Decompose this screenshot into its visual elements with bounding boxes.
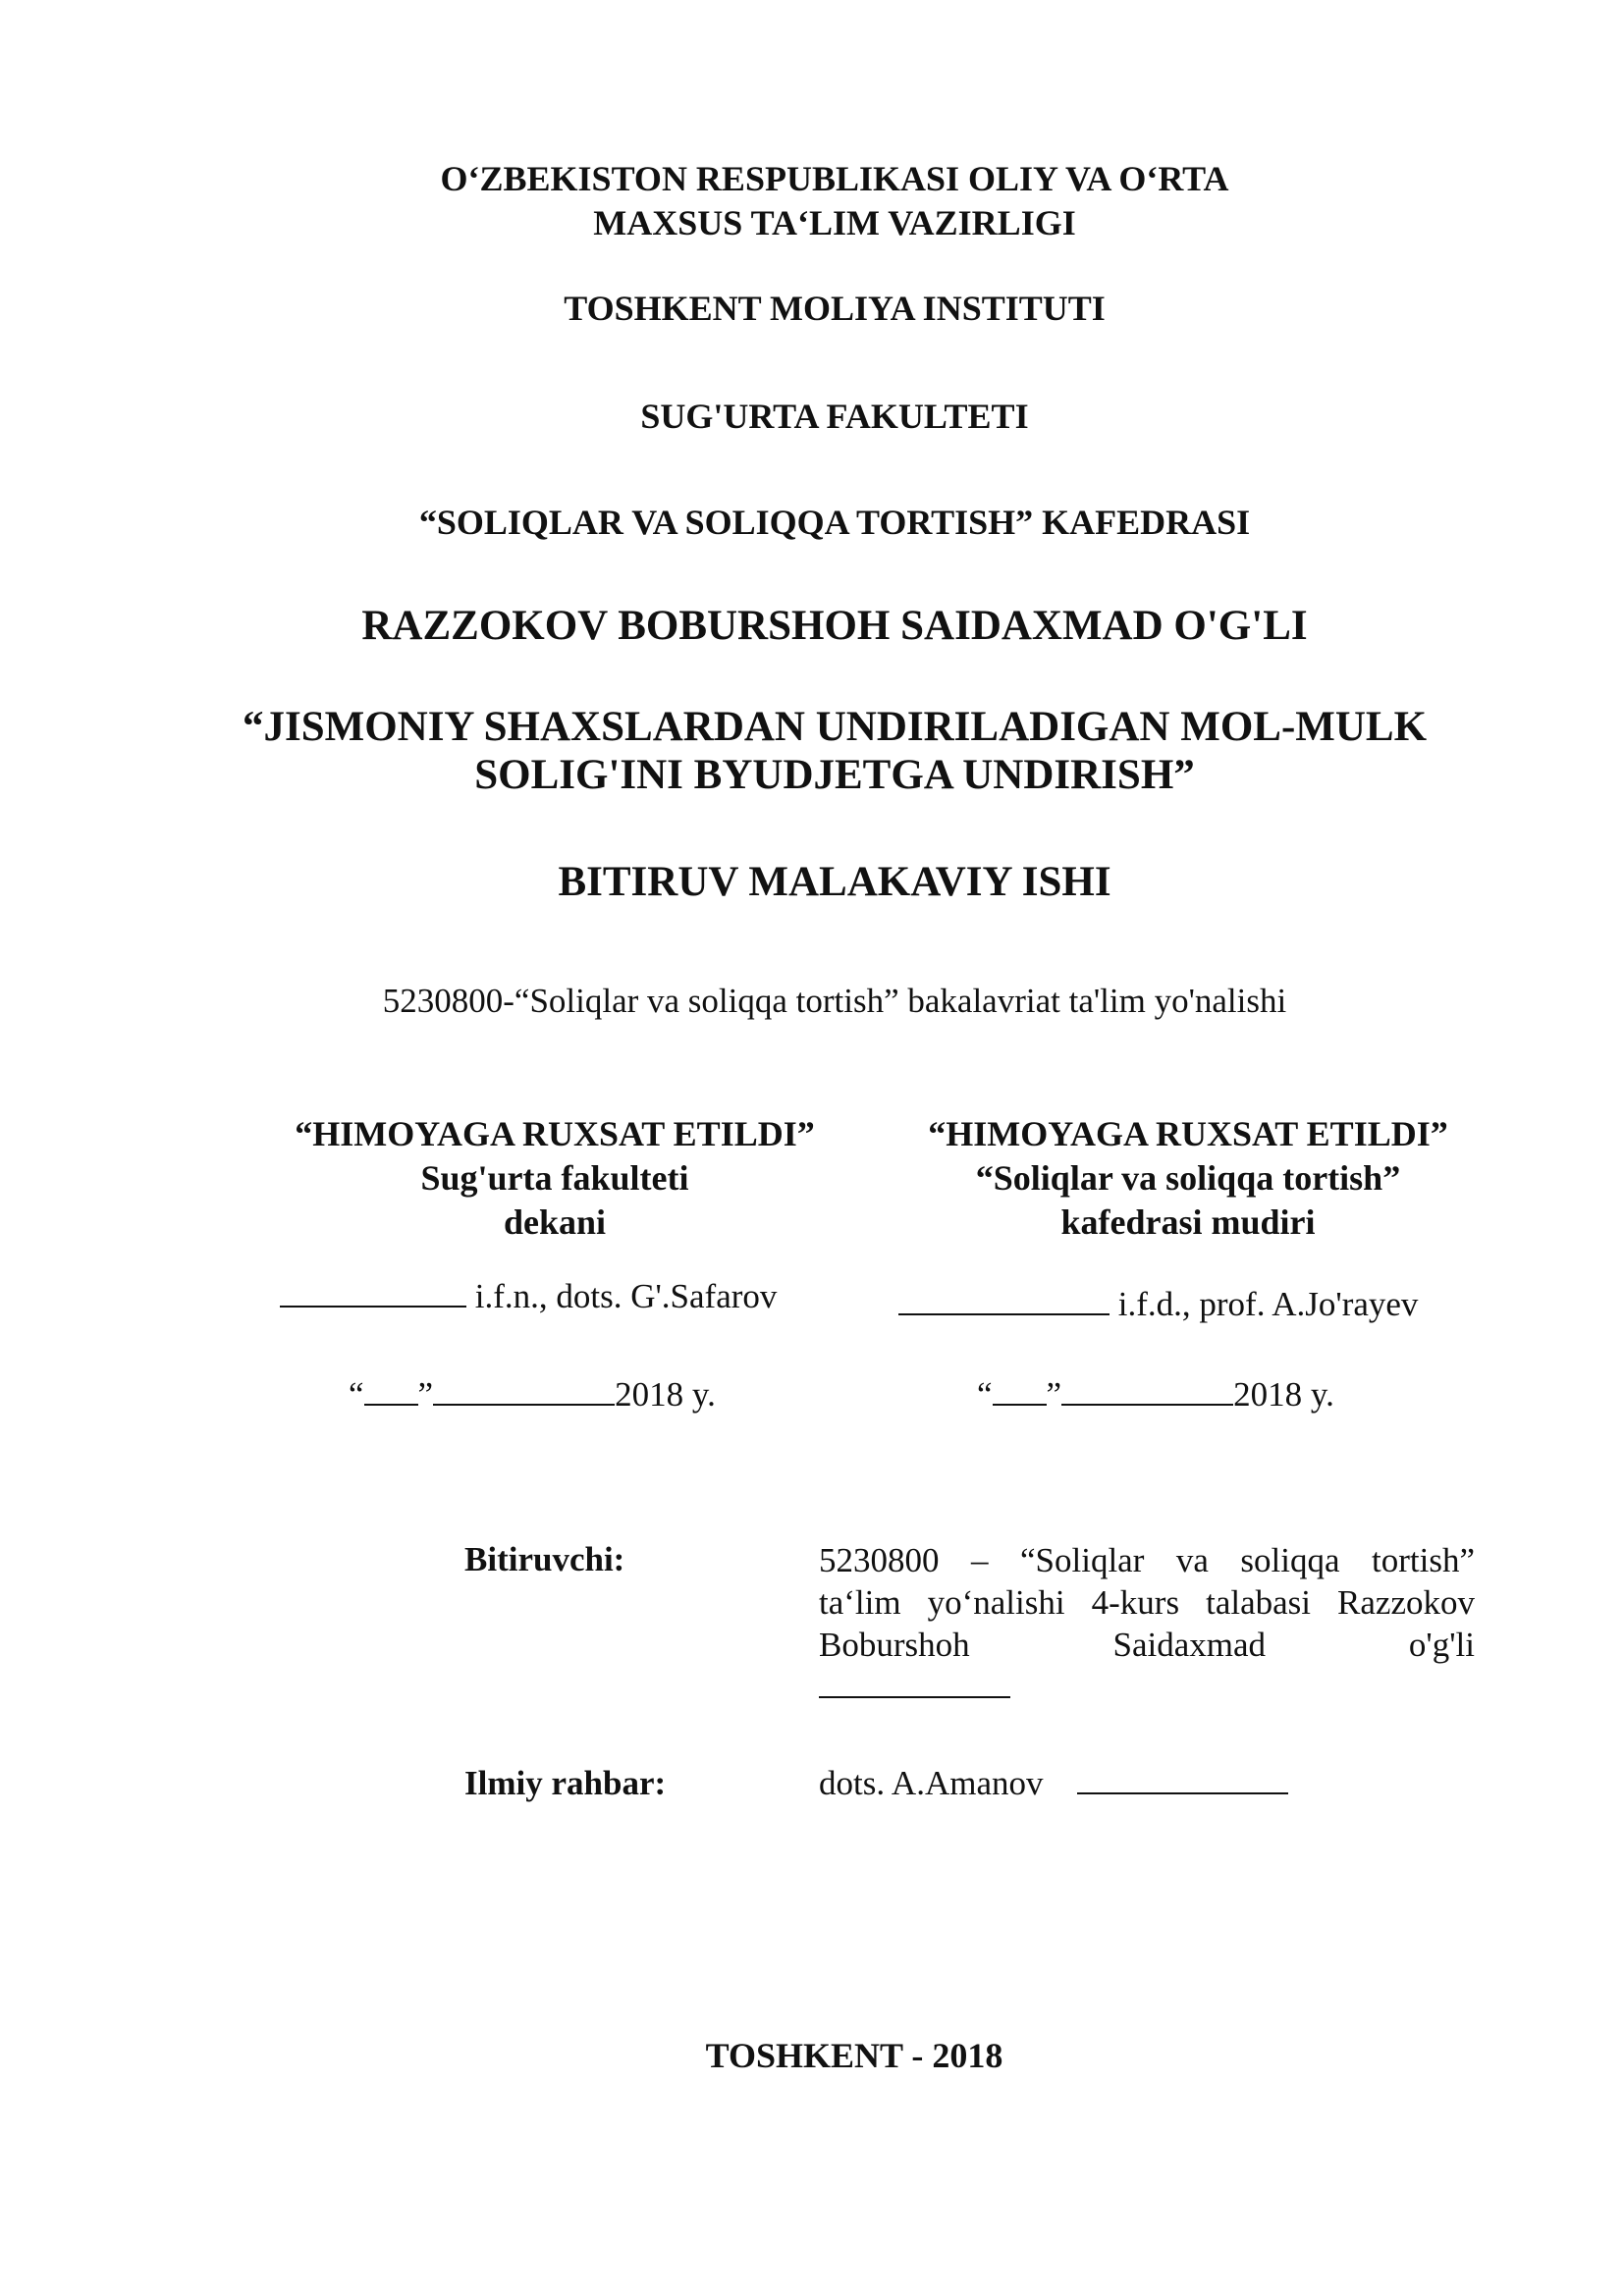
- month-blank: [433, 1374, 615, 1406]
- dean-date-year: 2018 y.: [615, 1375, 716, 1414]
- faculty-name: SUG'URTA FAKULTETI: [640, 397, 1029, 436]
- approval-heading: “HIMOYAGA RUXSAT ETILDI”: [928, 1114, 1448, 1153]
- dean-signatory: i.f.n., dots. G'.Safarov: [474, 1277, 778, 1315]
- approval-dean-block: [226, 1112, 884, 1245]
- quote-open: “: [349, 1375, 364, 1414]
- head-signatory: i.f.d., prof. A.Jo'rayev: [1117, 1285, 1419, 1323]
- advisor-name: dots. A.Amanov: [819, 1764, 1044, 1802]
- head-signature-line: [898, 1284, 1418, 1325]
- city-year: TOSHKENT - 2018: [705, 2036, 1003, 2075]
- thesis-title: [196, 703, 1473, 799]
- quote-open: “: [977, 1375, 993, 1414]
- signature-blank: [819, 1667, 1010, 1698]
- institute-name: TOSHKENT MOLIYA INSTITUTI: [564, 289, 1106, 328]
- day-blank: [364, 1374, 418, 1406]
- signature-blank: [1077, 1763, 1288, 1794]
- day-blank: [993, 1374, 1047, 1406]
- head-date-year: 2018 y.: [1233, 1375, 1334, 1414]
- graduate-line-2: ta‘lim yo‘nalishi 4-kurs talabasi Razzokov: [819, 1583, 1475, 1622]
- approval-head-department: “Soliqlar va soliqqa tortish”: [975, 1158, 1401, 1198]
- dean-signature-line: [280, 1276, 777, 1317]
- month-blank: [1061, 1374, 1233, 1406]
- graduate-label: Bitiruvchi:: [464, 1540, 625, 1578]
- ministry-line-2: MAXSUS TA‘LIM VAZIRLIGI: [593, 203, 1076, 242]
- work-type: BITIRUV MALAKAVIY ISHI: [558, 859, 1111, 905]
- advisor-label: Ilmiy rahbar:: [464, 1764, 667, 1802]
- study-direction: 5230800-“Soliqlar va soliqqa tortish” bakalavriat ta'lim yo'nalishi: [382, 982, 1287, 1020]
- thesis-title-line-1: “JISMONIY SHAXSLARDAN UNDIRILADIGAN MOL-MULK: [242, 704, 1428, 750]
- approval-head-block: [844, 1112, 1532, 1245]
- quote-close: ”: [417, 1375, 434, 1414]
- thesis-title-line-2: SOLIG'INI BYUDJETGA UNDIRISH”: [474, 752, 1195, 798]
- approval-dean-role: dekani: [503, 1202, 607, 1242]
- graduate-details: [819, 1539, 1475, 1708]
- advisor-details: [819, 1763, 1288, 1804]
- graduate-line-1: 5230800 – “Soliqlar va soliqqa tortish”: [819, 1541, 1475, 1579]
- dean-date-line: [349, 1374, 716, 1415]
- graduate-line-3: Boburshoh Saidaxmad o'g'li: [819, 1626, 1475, 1664]
- signature-blank: [280, 1276, 466, 1308]
- author-name: RAZZOKOV BOBURSHOH SAIDAXMAD O'G'LI: [361, 603, 1308, 649]
- ministry-heading: [295, 157, 1375, 245]
- approval-heading: “HIMOYAGA RUXSAT ETILDI”: [295, 1114, 815, 1153]
- ministry-line-1: O‘ZBEKISTON RESPUBLIKASI OLIY VA O‘RTA: [440, 159, 1229, 198]
- graduate-signature-row: [819, 1666, 1475, 1708]
- signature-blank: [898, 1284, 1110, 1315]
- department-name: “SOLIQLAR VA SOLIQQA TORTISH” KAFEDRASI: [418, 503, 1251, 542]
- quote-close: ”: [1046, 1375, 1062, 1414]
- approval-dean-faculty: Sug'urta fakulteti: [420, 1158, 689, 1198]
- head-date-line: [977, 1374, 1334, 1415]
- approval-head-role: kafedrasi mudiri: [1060, 1202, 1316, 1242]
